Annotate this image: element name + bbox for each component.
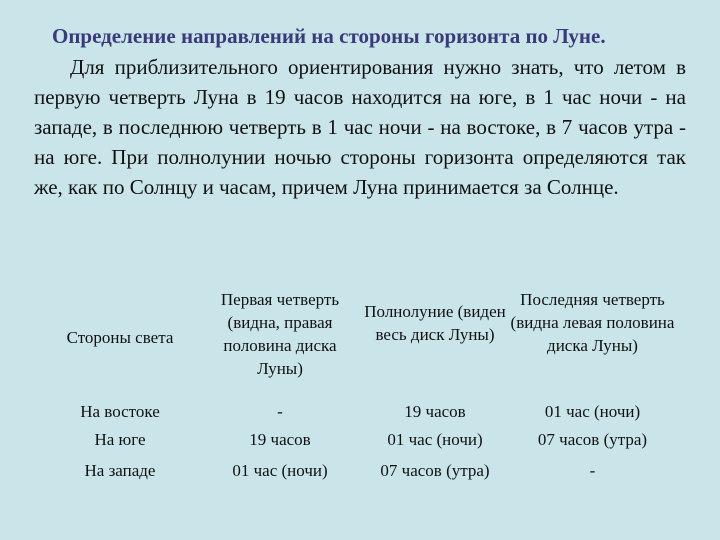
row-east-last-quarter: 01 час (ночи) [544,402,641,421]
header-cell-full-moon: Полнолуние (виден весь диск Луны) [364,302,506,344]
row-east-first-quarter: - [277,402,283,421]
row-south-full-moon: 01 час (ночи) [387,430,483,449]
header-cell-first-quarter: Первая четверть (видна, правая половина диска Луны) [220,290,340,378]
page-title: Определение направлений на стороны горизонта по Луне. [52,24,606,48]
row-east-label: На востоке [80,402,160,421]
row-west-label: На западе [84,461,156,480]
header-cell-last-quarter: Последняя четверть (видна левая половина диска Луны) [510,290,675,355]
row-south-first-quarter: 19 часов [249,430,311,449]
header-cell-directions: Стороны света [66,328,174,347]
row-west-last-quarter: - [589,461,596,480]
body-paragraph: Для приблизительного ориентирования нужно знать, что летом в первую четверть Луна в 19 часов находится на юге, в 1 час ночи - на западе, в последнюю четверть в 1 час ночи - на востоке, в 7 часов утра - на юге. При полнолунии ночью стороны горизонта определяются так же, как по Солнцу и часам, причем Луна принимается за Солнце. [34,55,686,199]
row-south-last-quarter: 07 часов (утра) [537,430,648,449]
row-south-label: На юге [94,430,146,449]
row-east-full-moon: 19 часов [404,402,466,421]
row-west-full-moon: 07 часов (утра) [380,461,490,480]
row-west-first-quarter: 01 час (ночи) [232,461,328,480]
